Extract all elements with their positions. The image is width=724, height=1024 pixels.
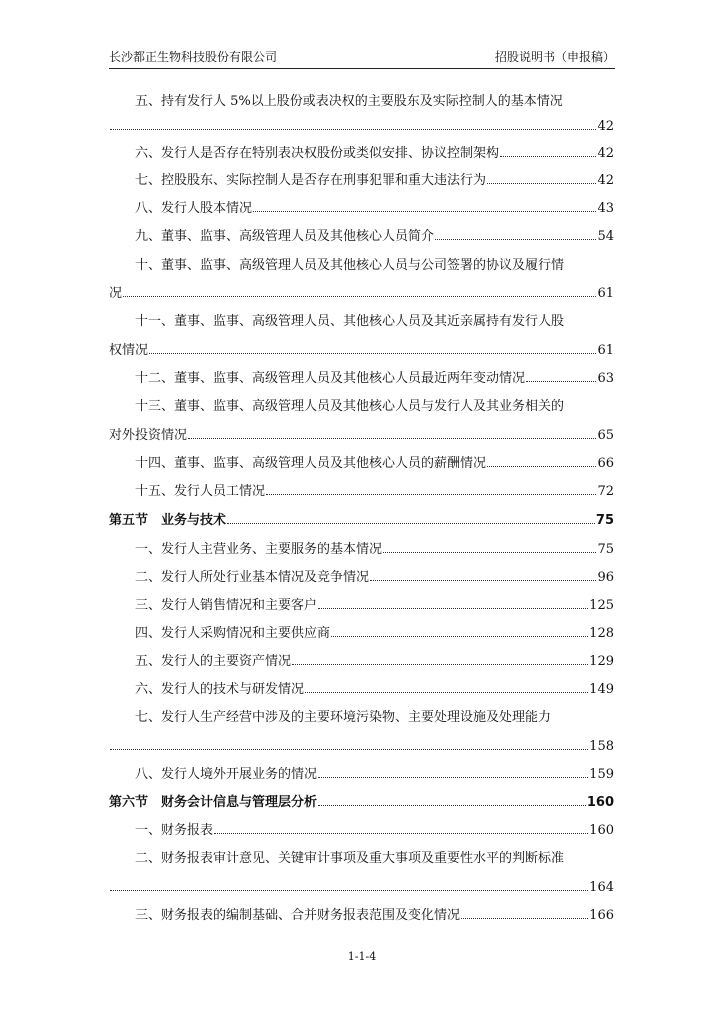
toc-section-5[interactable]: 第五节 业务与技术 75 (109, 510, 614, 530)
toc-entry-title: 十三、董事、监事、高级管理人员及其他核心人员与发行人及其业务相关的 (135, 399, 565, 414)
header-company: 长沙都正生物科技股份有限公司 (109, 50, 278, 64)
toc-entry[interactable]: 一、发行人主营业务、主要服务的基本情况 75 (135, 539, 614, 559)
toc-section-6[interactable]: 第六节 财务会计信息与管理层分析 160 (109, 792, 614, 812)
toc-entry-title: 七、发行人生产经营中涉及的主要环境污染物、主要处理设施及处理能力 (135, 710, 552, 725)
toc-entry[interactable]: 八、发行人境外开展业务的情况 159 (135, 764, 614, 784)
toc-entry[interactable]: 对外投资情况 65 (109, 425, 614, 445)
toc-entry[interactable]: 五、发行人的主要资产情况 129 (135, 651, 614, 671)
toc-entry[interactable]: 一、财务报表 160 (135, 820, 614, 840)
toc-page: 42 (597, 119, 614, 134)
page-number: 1-1-4 (347, 950, 377, 963)
toc-entry[interactable]: 十四、董事、监事、高级管理人员及其他核心人员的薪酬情况 66 (135, 453, 614, 473)
toc-entry[interactable]: 八、发行人股本情况 43 (135, 198, 614, 218)
toc-entry[interactable]: 六、发行人是否存在特别表决权股份或类似安排、协议控制架构 42 (135, 143, 614, 163)
toc-entry[interactable]: 三、发行人销售情况和主要客户 125 (135, 595, 614, 615)
toc-entry[interactable]: 十五、发行人员工情况 72 (135, 481, 614, 501)
toc-entry[interactable]: 158 (109, 736, 614, 756)
toc-entry-title: 十一、董事、监事、高级管理人员、其他核心人员及其近亲属持有发行人股 (135, 314, 565, 329)
toc-entry[interactable]: 十二、董事、监事、高级管理人员及其他核心人员最近两年变动情况 63 (135, 368, 614, 388)
toc-entry[interactable] (109, 116, 614, 136)
toc-entry[interactable]: 九、董事、监事、高级管理人员及其他核心人员简介 54 (135, 226, 614, 246)
toc-entry[interactable]: 权情况 61 (109, 340, 614, 360)
toc-entry-title: 二、财务报表审计意见、关键审计事项及重大事项及重要性水平的判断标准 (135, 851, 565, 866)
header-document-title: 招股说明书（申报稿） (494, 50, 615, 64)
toc-entry[interactable]: 164 (109, 877, 614, 897)
toc-entry-title: 五、持有发行人 5%以上股份或表决权的主要股东及实际控制人的基本情况 (135, 94, 563, 109)
toc-entry[interactable]: 六、发行人的技术与研发情况 149 (135, 679, 614, 699)
toc-entry[interactable]: 四、发行人采购情况和主要供应商 128 (135, 623, 614, 643)
toc-entry[interactable]: 二、发行人所处行业基本情况及竞争情况 96 (135, 567, 614, 587)
toc-entry[interactable]: 况 61 (109, 283, 614, 303)
toc-entry-title: 十、董事、监事、高级管理人员及其他核心人员与公司签署的协议及履行情 (135, 258, 565, 273)
toc-entry[interactable]: 七、控股股东、实际控制人是否存在刑事犯罪和重大违法行为 42 (135, 170, 614, 190)
toc-entry[interactable]: 三、财务报表的编制基础、合并财务报表范围及变化情况 166 (135, 905, 614, 925)
